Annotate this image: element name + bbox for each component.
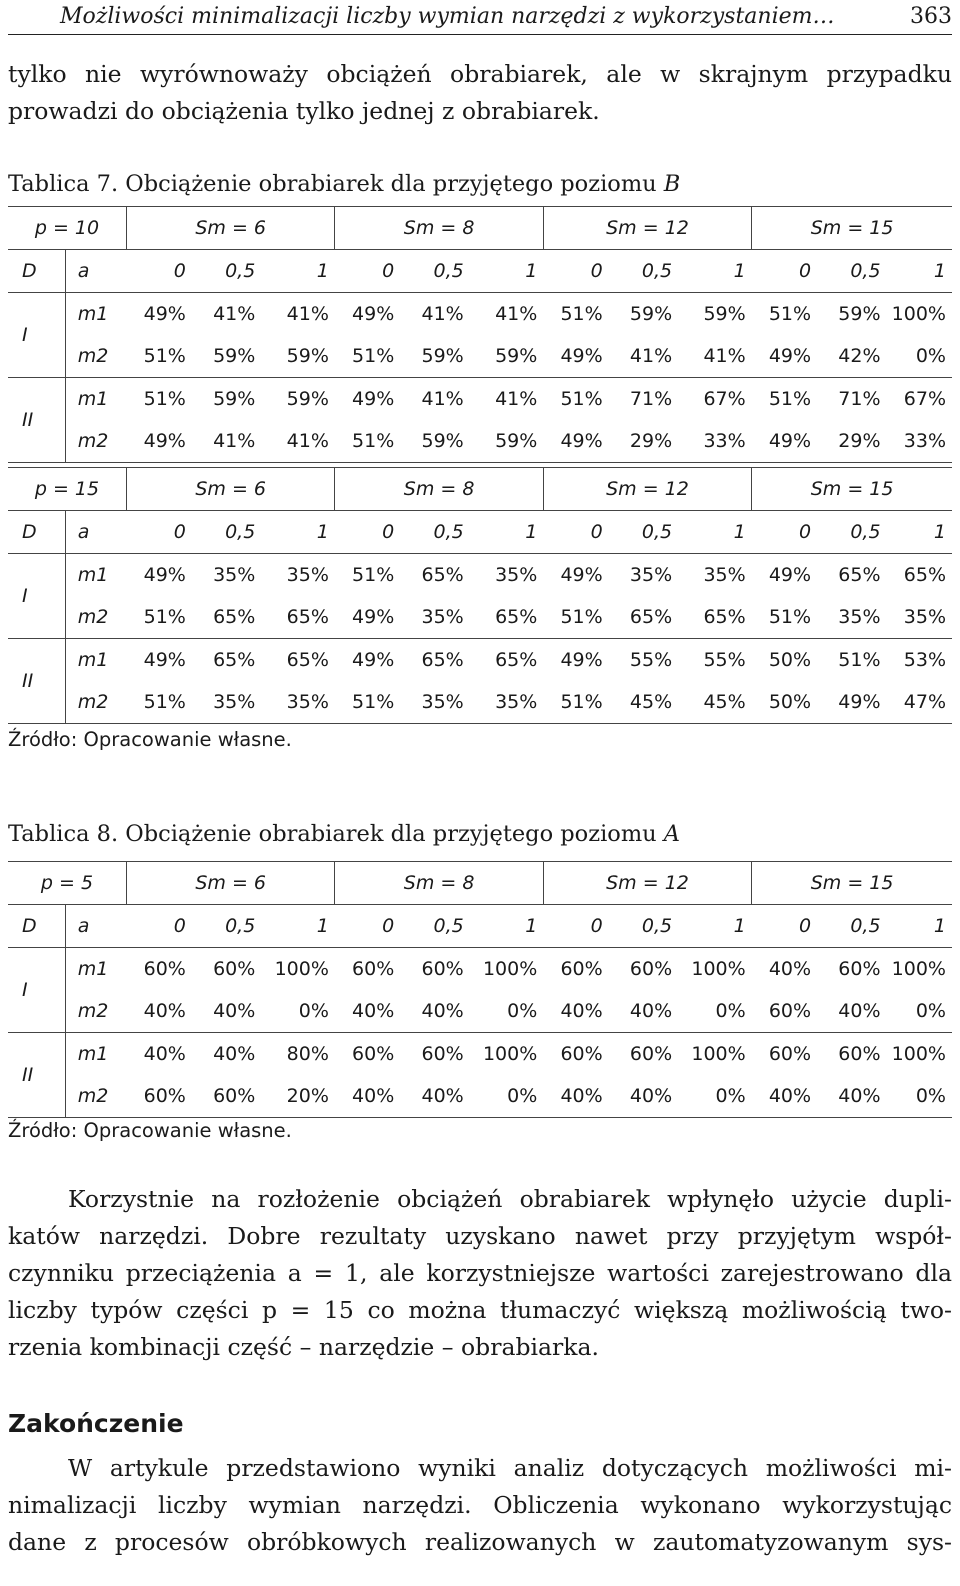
sm-label-cell: Sm = 12	[543, 468, 751, 511]
load-value-cell: 59%	[703, 303, 746, 325]
machine-label-cell: m1	[65, 639, 126, 682]
a-value-cell: 1	[261, 905, 335, 948]
group-label-cell: II	[8, 639, 65, 724]
table8-caption-text: Tablica 8. Obciążenie obrabiarek dla przyjętego poziomu	[8, 821, 664, 847]
a-label-cell: a	[65, 250, 126, 293]
intro-paragraph	[8, 56, 952, 130]
machine-label-cell: m2	[65, 990, 126, 1033]
p-label-cell: p = 5	[8, 862, 126, 905]
table-row	[8, 554, 952, 597]
machine-label-cell: m1	[65, 378, 126, 421]
group-label-cell: II	[8, 378, 65, 463]
load-value-cell: 41%	[609, 335, 678, 378]
load-value-cell: 40%	[143, 1043, 186, 1065]
a-value-cell: 0,5	[817, 250, 886, 293]
load-value-cell: 40%	[817, 990, 886, 1033]
load-value-cell: 59%	[400, 420, 469, 463]
load-value-cell: 51%	[838, 649, 881, 671]
load-value-cell: 35%	[286, 564, 329, 586]
load-value-cell: 65%	[495, 649, 538, 671]
a-value-cell: 0	[752, 250, 817, 293]
load-value-cell: 60%	[560, 958, 603, 980]
sm-label-cell: Sm = 8	[335, 862, 543, 905]
group-label-cell: II	[8, 1033, 65, 1118]
load-value-cell: 65%	[903, 564, 946, 586]
table8-caption-level: A	[663, 821, 681, 847]
load-value-cell: 35%	[817, 596, 886, 639]
load-value-cell: 49%	[768, 564, 812, 586]
load-value-cell: 0%	[887, 990, 952, 1033]
load-value-cell: 51%	[335, 420, 400, 463]
load-value-cell: 35%	[261, 681, 335, 724]
load-value-cell: 100%	[891, 303, 946, 325]
load-value-cell: 65%	[261, 596, 335, 639]
load-value-cell: 71%	[629, 388, 673, 410]
a-value-cell: 1	[470, 250, 544, 293]
section-heading: Zakończenie	[8, 1409, 184, 1438]
load-value-cell: 60%	[352, 1043, 395, 1065]
load-value-cell: 40%	[609, 990, 678, 1033]
a-value-cell: 0,5	[400, 905, 469, 948]
load-value-cell: 40%	[609, 1075, 678, 1118]
load-value-cell: 35%	[470, 681, 544, 724]
a-value-cell: 0	[335, 905, 400, 948]
conclusion-paragraph	[8, 1450, 952, 1561]
load-value-cell: 41%	[678, 335, 752, 378]
load-value-cell: 0%	[470, 990, 544, 1033]
d-label-cell: D	[8, 511, 65, 554]
load-value-cell: 51%	[126, 596, 191, 639]
machine-label-cell: m1	[65, 1033, 126, 1076]
a-value-cell: 0,5	[400, 250, 469, 293]
table8-caption	[8, 819, 680, 849]
load-value-cell: 0%	[261, 990, 335, 1033]
load-value-cell: 51%	[768, 303, 812, 325]
load-value-cell: 60%	[560, 1043, 603, 1065]
table-row	[8, 1075, 952, 1118]
load-value-cell: 59%	[470, 420, 544, 463]
load-value-cell: 100%	[274, 958, 329, 980]
load-value-cell: 65%	[838, 564, 881, 586]
a-value-cell: 0,5	[192, 250, 261, 293]
load-value-cell: 41%	[261, 420, 335, 463]
sm-label-cell: Sm = 15	[752, 862, 952, 905]
load-value-cell: 40%	[768, 958, 812, 980]
d-label-cell: D	[8, 250, 65, 293]
running-title: Możliwości minimalizacji liczby wymian narzędzi z wykorzystaniem…	[60, 4, 835, 29]
table-row	[8, 948, 952, 991]
a-value-cell: 1	[470, 905, 544, 948]
sm-label-cell: Sm = 8	[335, 468, 543, 511]
a-value-cell: 1	[470, 511, 544, 554]
sm-label-cell: Sm = 12	[543, 862, 751, 905]
load-value-cell: 59%	[213, 388, 256, 410]
body-paragraph	[8, 1181, 952, 1366]
load-value-cell: 49%	[560, 564, 603, 586]
load-value-cell: 41%	[286, 303, 329, 325]
a-value-cell: 1	[261, 250, 335, 293]
a-label-cell: a	[65, 905, 126, 948]
load-value-cell: 40%	[213, 1043, 256, 1065]
a-value-cell: 0	[752, 905, 817, 948]
sm-label-cell: Sm = 12	[543, 207, 751, 250]
d-label-cell: D	[8, 905, 65, 948]
load-value-cell: 49%	[143, 649, 186, 671]
paragraph-line: tylko nie wyrównoważy obciążeń obrabiarek, ale w skrajnym przypadku	[8, 60, 952, 88]
load-value-cell: 51%	[335, 335, 400, 378]
load-value-cell: 51%	[752, 596, 817, 639]
table7-caption-text: Tablica 7. Obciążenie obrabiarek dla przyjętego poziomu	[8, 171, 664, 197]
load-value-cell: 49%	[352, 303, 395, 325]
machine-label-cell: m2	[65, 1075, 126, 1118]
paragraph-line: czynniku przeciążenia a = 1, ale korzystniejsze wartości zarejestrowano dla	[8, 1259, 952, 1287]
a-value-cell: 0	[752, 511, 817, 554]
a-value-cell: 0	[335, 250, 400, 293]
load-value-cell: 0%	[678, 1075, 752, 1118]
load-value-cell: 71%	[838, 388, 881, 410]
load-value-cell: 41%	[213, 303, 256, 325]
machine-label-cell: m1	[65, 948, 126, 991]
load-value-cell: 49%	[352, 388, 395, 410]
load-value-cell: 51%	[335, 681, 400, 724]
machine-label-cell: m1	[65, 554, 126, 597]
table-row	[8, 990, 952, 1033]
a-value-cell: 0,5	[192, 905, 261, 948]
load-value-cell: 35%	[192, 681, 261, 724]
group-label-cell: I	[8, 948, 65, 1033]
table7-block-p15	[8, 467, 952, 724]
load-value-cell: 0%	[678, 990, 752, 1033]
machine-label-cell: m2	[65, 681, 126, 724]
paragraph-line: Korzystnie na rozłożenie obciążeń obrabiarek wpłynęło użycie dupli-	[68, 1185, 952, 1213]
load-value-cell: 60%	[213, 958, 256, 980]
a-value-cell: 0	[126, 905, 191, 948]
load-value-cell: 60%	[629, 1043, 673, 1065]
load-value-cell: 60%	[192, 1075, 261, 1118]
load-value-cell: 100%	[691, 958, 746, 980]
load-value-cell: 35%	[495, 564, 538, 586]
load-value-cell: 65%	[286, 649, 329, 671]
load-value-cell: 51%	[768, 388, 812, 410]
table-row	[8, 596, 952, 639]
load-value-cell: 49%	[543, 335, 608, 378]
machine-label-cell: m2	[65, 335, 126, 378]
load-value-cell: 60%	[421, 958, 464, 980]
load-value-cell: 60%	[838, 1043, 881, 1065]
table-row	[8, 293, 952, 336]
load-value-cell: 65%	[470, 596, 544, 639]
machine-label-cell: m2	[65, 596, 126, 639]
a-value-cell: 0	[335, 511, 400, 554]
load-value-cell: 50%	[752, 681, 817, 724]
load-value-cell: 49%	[752, 420, 817, 463]
load-value-cell: 59%	[470, 335, 544, 378]
table-row	[8, 681, 952, 724]
load-value-cell: 40%	[543, 1075, 608, 1118]
table-row	[8, 1033, 952, 1076]
load-value-cell: 60%	[838, 958, 881, 980]
a-value-cell: 0	[126, 511, 191, 554]
paragraph-line: W artykule przedstawiono wyniki analiz dotyczących możliwości mi-	[68, 1454, 952, 1482]
a-value-cell: 0,5	[609, 511, 678, 554]
load-value-cell: 20%	[261, 1075, 335, 1118]
load-value-cell: 35%	[213, 564, 256, 586]
load-value-cell: 35%	[629, 564, 673, 586]
load-value-cell: 60%	[126, 1075, 191, 1118]
a-value-cell: 0,5	[817, 511, 886, 554]
a-value-cell: 0,5	[817, 905, 886, 948]
sm-label-cell: Sm = 15	[752, 468, 952, 511]
load-value-cell: 33%	[678, 420, 752, 463]
load-value-cell: 42%	[817, 335, 886, 378]
a-value-cell: 1	[887, 250, 952, 293]
sm-label-cell: Sm = 6	[126, 862, 334, 905]
load-value-cell: 53%	[903, 649, 946, 671]
load-value-cell: 40%	[126, 990, 191, 1033]
load-value-cell: 0%	[887, 335, 952, 378]
load-value-cell: 35%	[400, 596, 469, 639]
load-value-cell: 65%	[192, 596, 261, 639]
load-value-cell: 51%	[543, 681, 608, 724]
a-value-cell: 0	[543, 250, 608, 293]
load-value-cell: 45%	[678, 681, 752, 724]
sm-label-cell: Sm = 15	[752, 207, 952, 250]
a-value-cell: 0	[126, 250, 191, 293]
load-value-cell: 41%	[192, 420, 261, 463]
load-value-cell: 49%	[126, 420, 191, 463]
table-row	[8, 335, 952, 378]
group-label-cell: I	[8, 293, 65, 378]
load-value-cell: 80%	[286, 1043, 329, 1065]
load-value-cell: 49%	[143, 303, 186, 325]
table8-block-p5	[8, 861, 952, 1118]
load-value-cell: 51%	[560, 388, 603, 410]
load-value-cell: 49%	[543, 420, 608, 463]
load-value-cell: 40%	[335, 1075, 400, 1118]
load-value-cell: 59%	[838, 303, 881, 325]
sm-label-cell: Sm = 6	[126, 207, 334, 250]
a-value-cell: 1	[887, 511, 952, 554]
load-value-cell: 60%	[768, 1043, 812, 1065]
paragraph-line: liczby typów części p = 15 co można tłumaczyć większą możliwością two-	[8, 1296, 952, 1324]
load-value-cell: 51%	[352, 564, 395, 586]
paragraph-line: nimalizacji liczby wymian narzędzi. Obliczenia wykonano wykorzystując	[8, 1491, 952, 1519]
table7-source: Źródło: Opracowanie własne.	[8, 728, 292, 751]
load-value-cell: 59%	[286, 388, 329, 410]
load-value-cell: 29%	[609, 420, 678, 463]
load-value-cell: 41%	[421, 388, 464, 410]
a-value-cell: 0,5	[192, 511, 261, 554]
load-value-cell: 49%	[752, 335, 817, 378]
a-label-cell: a	[65, 511, 126, 554]
load-value-cell: 59%	[400, 335, 469, 378]
load-value-cell: 40%	[400, 990, 469, 1033]
sm-label-cell: Sm = 6	[126, 468, 334, 511]
paragraph-line: rzenia kombinacji część – narzędzie – obrabiarka.	[8, 1333, 599, 1361]
load-value-cell: 51%	[126, 335, 191, 378]
paragraph-line: prowadzi do obciążenia tylko jednej z obrabiarek.	[8, 97, 600, 125]
load-value-cell: 35%	[887, 596, 952, 639]
a-value-cell: 1	[678, 511, 752, 554]
load-value-cell: 40%	[400, 1075, 469, 1118]
table-row	[8, 639, 952, 682]
table8-source: Źródło: Opracowanie własne.	[8, 1119, 292, 1142]
load-value-cell: 60%	[421, 1043, 464, 1065]
load-value-cell: 60%	[143, 958, 186, 980]
a-value-cell: 0,5	[400, 511, 469, 554]
load-value-cell: 59%	[261, 335, 335, 378]
load-value-cell: 100%	[691, 1043, 746, 1065]
load-value-cell: 41%	[495, 303, 538, 325]
load-value-cell: 100%	[482, 1043, 538, 1065]
load-value-cell: 51%	[543, 596, 608, 639]
load-value-cell: 60%	[629, 958, 673, 980]
a-value-cell: 0	[543, 905, 608, 948]
load-value-cell: 49%	[560, 649, 603, 671]
load-value-cell: 100%	[891, 1043, 946, 1065]
table7-caption-level: B	[663, 171, 681, 197]
load-value-cell: 59%	[192, 335, 261, 378]
table-row	[8, 420, 952, 463]
load-value-cell: 59%	[629, 303, 673, 325]
a-value-cell: 0	[543, 511, 608, 554]
load-value-cell: 35%	[400, 681, 469, 724]
load-value-cell: 100%	[482, 958, 538, 980]
load-value-cell: 29%	[817, 420, 886, 463]
page-number: 363	[910, 4, 952, 29]
load-value-cell: 67%	[903, 388, 946, 410]
load-value-cell: 65%	[678, 596, 752, 639]
load-value-cell: 51%	[143, 388, 186, 410]
load-value-cell: 55%	[629, 649, 673, 671]
load-value-cell: 41%	[495, 388, 538, 410]
a-value-cell: 0,5	[609, 905, 678, 948]
table7-caption	[8, 169, 680, 199]
machine-label-cell: m2	[65, 420, 126, 463]
load-value-cell: 50%	[768, 649, 812, 671]
load-value-cell: 60%	[352, 958, 395, 980]
load-value-cell: 49%	[817, 681, 886, 724]
load-value-cell: 0%	[887, 1075, 952, 1118]
a-value-cell: 1	[678, 905, 752, 948]
paragraph-line: dane z procesów obróbkowych realizowanych w zautomatyzowanym sys-	[8, 1528, 952, 1556]
load-value-cell: 40%	[752, 1075, 817, 1118]
load-value-cell: 60%	[752, 990, 817, 1033]
load-value-cell: 0%	[470, 1075, 544, 1118]
table-row	[8, 378, 952, 421]
sm-label-cell: Sm = 8	[335, 207, 543, 250]
machine-label-cell: m1	[65, 293, 126, 336]
load-value-cell: 55%	[703, 649, 746, 671]
p-label-cell: p = 10	[8, 207, 126, 250]
load-value-cell: 49%	[335, 596, 400, 639]
a-value-cell: 1	[678, 250, 752, 293]
load-value-cell: 65%	[609, 596, 678, 639]
load-value-cell: 100%	[891, 958, 946, 980]
load-value-cell: 51%	[560, 303, 603, 325]
load-value-cell: 51%	[126, 681, 191, 724]
load-value-cell: 40%	[817, 1075, 886, 1118]
load-value-cell: 35%	[703, 564, 746, 586]
a-value-cell: 1	[261, 511, 335, 554]
load-value-cell: 40%	[335, 990, 400, 1033]
load-value-cell: 33%	[887, 420, 952, 463]
load-value-cell: 40%	[543, 990, 608, 1033]
table7-block-p10	[8, 206, 952, 463]
load-value-cell: 65%	[421, 564, 464, 586]
load-value-cell: 47%	[887, 681, 952, 724]
p-label-cell: p = 15	[8, 468, 126, 511]
load-value-cell: 65%	[213, 649, 256, 671]
load-value-cell: 65%	[421, 649, 464, 671]
group-label-cell: I	[8, 554, 65, 639]
load-value-cell: 49%	[352, 649, 395, 671]
a-value-cell: 1	[887, 905, 952, 948]
load-value-cell: 49%	[143, 564, 186, 586]
load-value-cell: 45%	[609, 681, 678, 724]
paragraph-line: katów narzędzi. Dobre rezultaty uzyskano nawet przy przyjętym współ-	[8, 1222, 952, 1250]
a-value-cell: 0,5	[609, 250, 678, 293]
load-value-cell: 40%	[192, 990, 261, 1033]
running-header	[8, 2, 952, 35]
load-value-cell: 41%	[421, 303, 464, 325]
load-value-cell: 67%	[703, 388, 746, 410]
